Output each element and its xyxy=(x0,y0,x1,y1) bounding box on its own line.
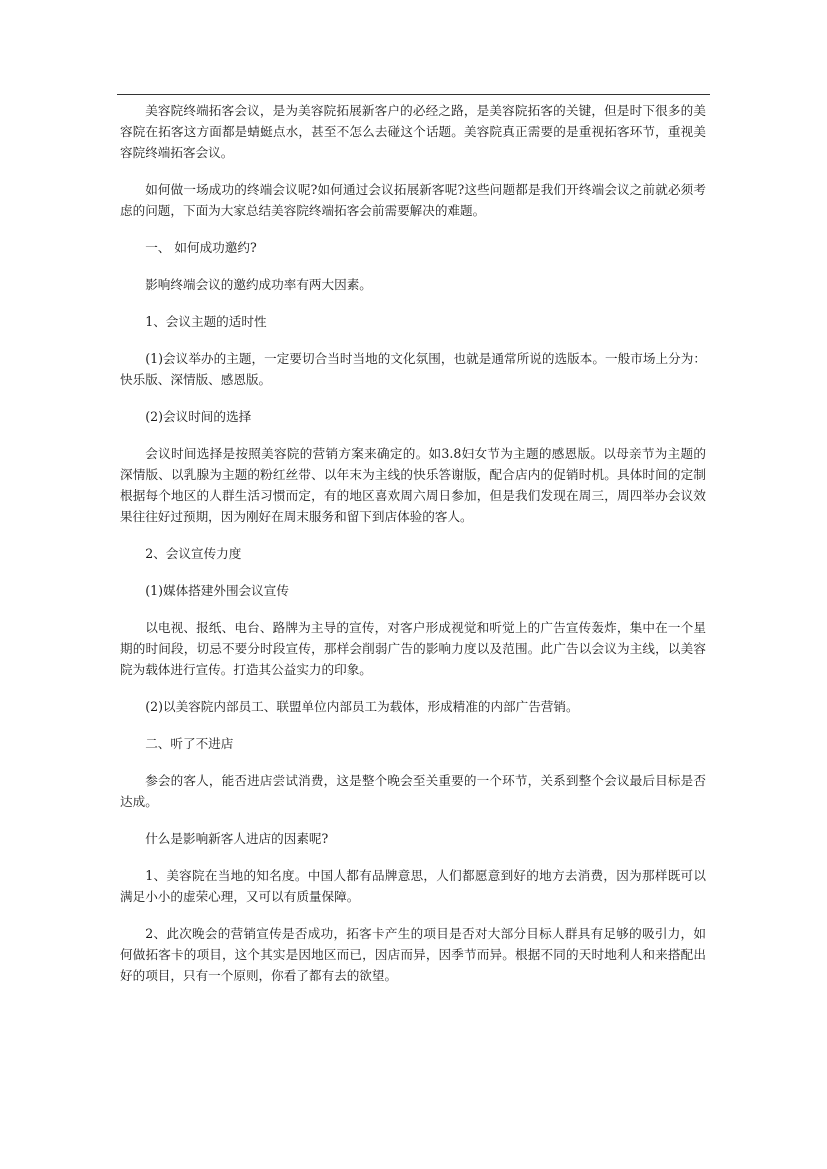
paragraph-guests: 参会的客人，能否进店尝试消费，这是整个晚会至关重要的一个环节，关系到整个会议最后目标是否达成。 xyxy=(120,773,706,809)
paragraph-reputation: 1、美容院在当地的知名度。中国人都有品牌意思，人们都愿意到好的地方去消费，因为那样既可以满足小小的虚荣心理，又可以有质量保障。 xyxy=(120,868,706,904)
paragraph-media: 以电视、报纸、电台、路牌为主导的宣传，对客户形成视觉和听觉上的广告宣传轰炸，集中在一个星期的时间段，切忌不要分时段宣传，那样会削弱广告的影响力度以及范围。此广告以会议为主线，以美容院为载体进行宣传。打造其公益实力的印象。 xyxy=(120,620,706,677)
header-rule xyxy=(117,94,710,95)
subheading-theme-timing: 1、会议主题的适时性 xyxy=(145,314,267,329)
paragraph-what-factors: 什么是影响新客人进店的因素呢? xyxy=(145,831,329,846)
section-heading-no-visit: 二、听了不进店 xyxy=(145,736,234,751)
document-body xyxy=(120,100,706,1002)
paragraph-theme: (1)会议举办的主题，一定要切合当时当地的文化氛围，也就是通常所说的选版本。一般市场上分为：快乐版、深情版、感恩版。 xyxy=(120,351,706,387)
subheading-time-choice: (2)会议时间的选择 xyxy=(145,409,252,424)
paragraph-factors: 影响终端会议的邀约成功率有两大因素。 xyxy=(145,277,372,292)
paragraph-time-choice: 会议时间选择是按照美容院的营销方案来确定的。如3.8妇女节为主题的感恩版。以母亲节为主题的深情版、以乳腺为主题的粉红丝带、以年末为主线的快乐答谢版，配合店内的促销时机。具体时间的定制根据每个地区的人群生活习惯而定，有的地区喜欢周六周日参加，但是我们发现在周三，周四举办会议效果往往好过预期，因为刚好在周末服务和留下到店体验的客人。 xyxy=(120,446,706,524)
section-heading-invitation: 一、 如何成功邀约? xyxy=(145,240,257,255)
paragraph-marketing-success: 2、此次晚会的营销宣传是否成功，拓客卡产生的项目是否对大部分目标人群具有足够的吸引力，如何做拓客卡的项目，这个其实是因地区而已，因店而异，因季节而异。根据不同的天时地利人和来搭配出好的项目，只有一个原则，你看了都有去的欲望。 xyxy=(120,926,706,983)
subheading-media: (1)媒体搭建外围会议宣传 xyxy=(145,583,289,598)
paragraph-internal-marketing: (2)以美容院内部员工、联盟单位内部员工为载体，形成精准的内部广告营销。 xyxy=(145,699,579,714)
paragraph-question: 如何做一场成功的终端会议呢?如何通过会议拓展新客呢?这些问题都是我们开终端会议之前就必须考虑的问题，下面为大家总结美容院终端拓客会前需要解决的难题。 xyxy=(120,182,706,218)
paragraph-intro: 美容院终端拓客会议，是为美容院拓展新客户的必经之路，是美容院拓客的关键，但是时下很多的美容院在拓客这方面都是蜻蜓点水，甚至不怎么去碰这个话题。美容院真正需要的是重视拓客环节，重视美容院终端拓客会议。 xyxy=(120,103,706,160)
subheading-promotion: 2、会议宣传力度 xyxy=(145,546,242,561)
